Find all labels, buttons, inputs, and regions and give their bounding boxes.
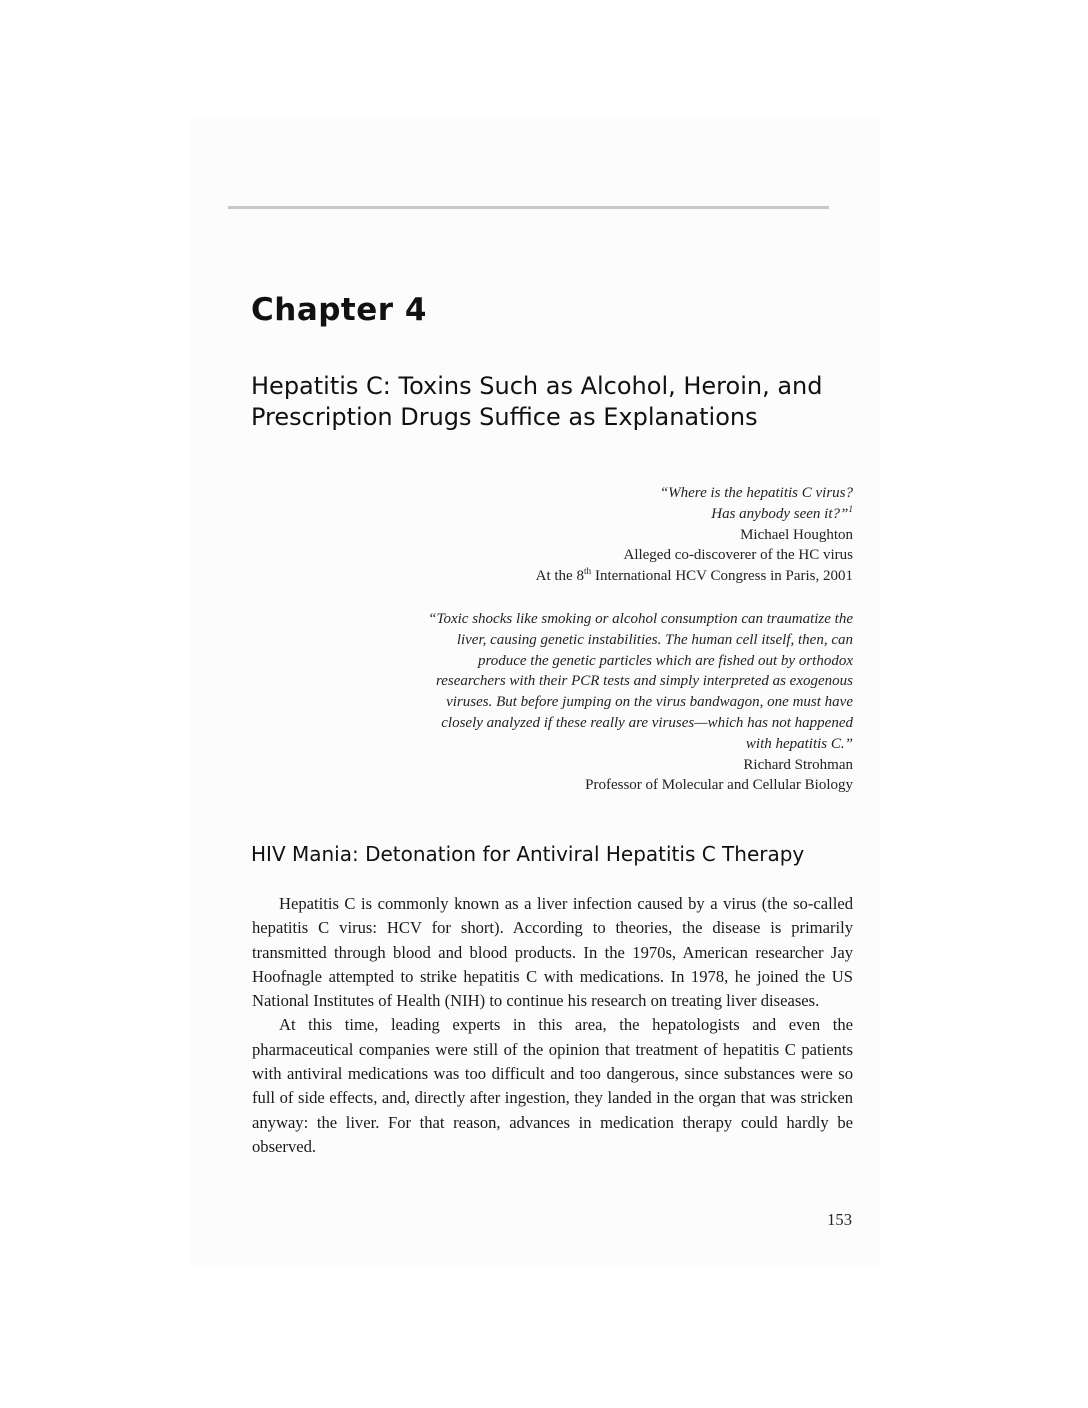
ordinal-suffix: th	[583, 567, 592, 578]
epigraph-role: Alleged co-discoverer of the HC virus	[623, 547, 853, 564]
chapter-label: Chapter 4	[251, 292, 427, 328]
epigraph-context-end: International HCV Congress in Paris, 2001	[591, 568, 853, 585]
epigraph-author: Michael Houghton	[740, 526, 853, 543]
epigraph-quote: “Toxic shocks like smoking or alcohol consumption can traumatize the liver, causing genetic instabilities. The human cell itself, then, can produce the genetic particles which are fished out by orthodox researchers with their PCR tests and simply interpreted as exogenous viruses. But before jumping on the virus bandwagon, one must have closely analyzed if these really are viruses—which has not happened with hepatitis C.”	[428, 611, 853, 752]
header-rule	[228, 206, 829, 209]
section-heading: HIV Mania: Detonation for Antiviral Hepatitis C Therapy	[251, 842, 805, 866]
chapter-title: Hepatitis C: Toxins Such as Alcohol, Heroin, and Prescription Drugs Suffice as Explanations	[251, 372, 823, 431]
body-text	[252, 892, 853, 1159]
epigraph-context	[433, 566, 853, 587]
epigraph-context-start: At the 8	[535, 568, 584, 585]
epigraph-quote-line-2	[433, 504, 853, 525]
epigraph-author: Richard Strohman	[743, 756, 853, 773]
epigraph-houghton	[433, 483, 853, 587]
footnote-marker: 1	[848, 504, 853, 515]
epigraph-strohman	[413, 609, 853, 796]
epigraph-role: Professor of Molecular and Cellular Biology	[585, 777, 853, 794]
body-paragraph: Hepatitis C is commonly known as a liver infection caused by a virus (the so-called hepatitis C virus: HCV for short). According to theories, the disease is primarily transmitted through blood and blood products. In the 1970s, American researcher Jay Hoofnagle attempted to strike hepatitis C with medications. In 1978, he joined the US National Institutes of Health (NIH) to continue his research on treating liver diseases.	[252, 894, 853, 1011]
page-number: 153	[827, 1210, 852, 1229]
body-paragraph: At this time, leading experts in this area, the hepatologists and even the pharmaceutical companies were still of the opinion that treatment of hepatitis C patients with antiviral medications was too difficult and too dangerous, since substances were so full of side effects, and, directly after ingestion, they landed in the organ that was stricken anyway: the liver. For that reason, advances in medication therapy could hardly be observed.	[252, 1015, 853, 1156]
epigraph-quote-line-text: Has anybody seen it?”	[711, 505, 849, 522]
epigraph-quote-line: “Where is the hepatitis C virus?	[659, 485, 853, 501]
